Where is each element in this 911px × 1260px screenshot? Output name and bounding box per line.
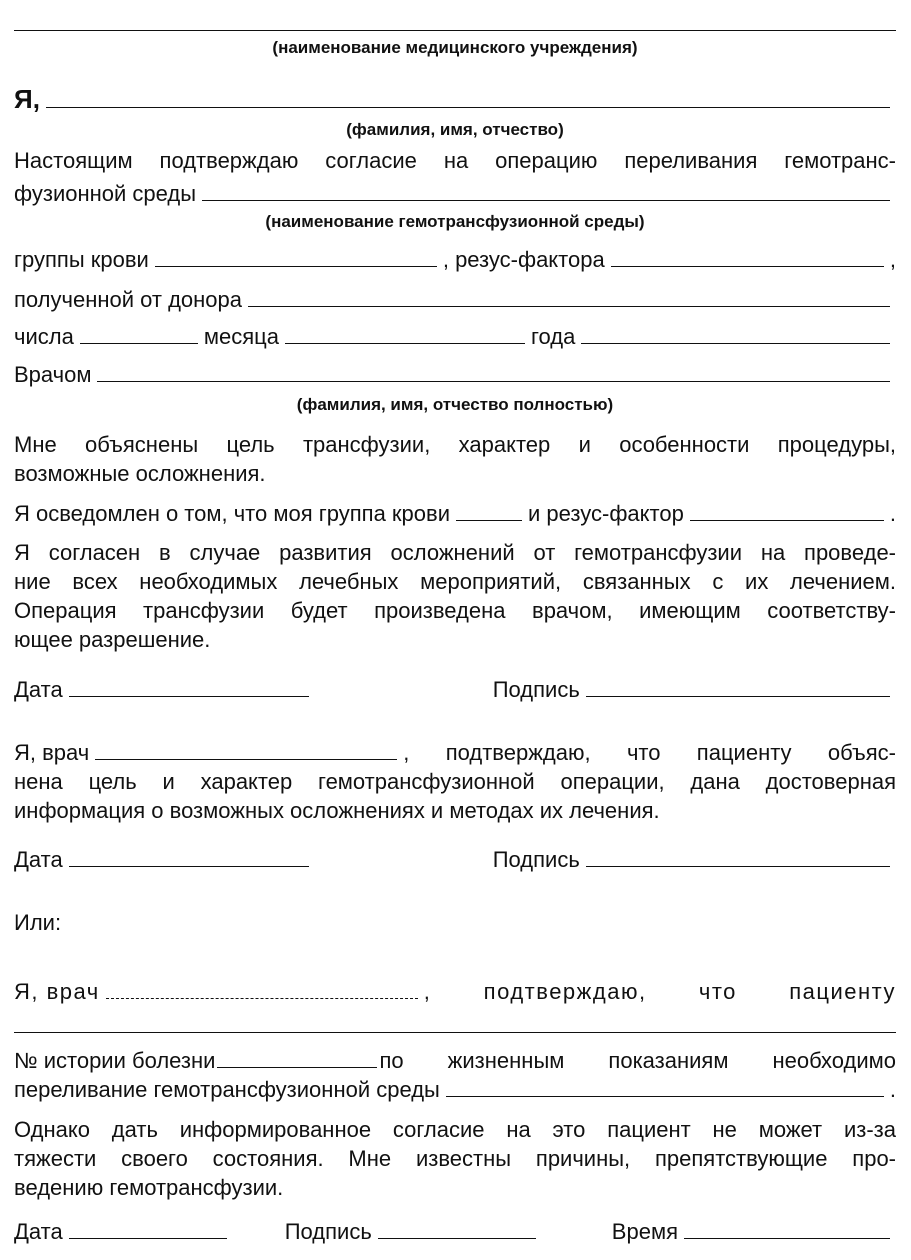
signature-label-3: Подпись (284, 1219, 372, 1244)
doctor2-text-a: Я, врач (14, 979, 100, 1004)
history-text-a: № истории болезни (14, 1048, 216, 1073)
history-text-b: по жизненным показаниям необходимо (379, 1048, 896, 1073)
agree-line-4: ющее разрешение. (14, 627, 211, 652)
explained-line-1: Мне объяснены цель трансфузии, характер и особенности процедуры, (14, 432, 896, 457)
final-signature-row (14, 1218, 896, 1245)
rhesus-label: , резус-фактора (442, 247, 605, 272)
consent-line-2 (14, 180, 896, 207)
month-label: месяца (203, 324, 279, 349)
by-doctor-label: Врачом (14, 362, 92, 387)
agree-line-3: Операция трансфузии будет произведена врачом, имеющим соответству- (14, 598, 896, 623)
patient-name-field[interactable] (46, 87, 890, 108)
agree-line-2: ние всех необходимых лечебных мероприятий, связанных с их лечением. (14, 569, 896, 594)
fio-caption: (фамилия, имя, отчество) (346, 120, 564, 139)
patient-date-field[interactable] (69, 676, 309, 697)
blood-group-label: группы крови (14, 247, 149, 272)
patient-signature-field[interactable] (586, 676, 890, 697)
transfusion-medium-field[interactable] (446, 1076, 884, 1097)
doctor-text-b: , подтверждаю, что пациенту объяс- (403, 740, 896, 765)
unable-line-3: ведению гемотрансфузии. (14, 1175, 284, 1200)
doctor2-name-field[interactable] (106, 978, 418, 999)
doctor-text-a: Я, врач (14, 740, 90, 765)
institution-caption: (наименование медицинского учреждения) (272, 38, 638, 57)
informed-text-b: и резус-фактор (528, 501, 684, 526)
patient-line[interactable] (14, 1032, 896, 1033)
history-line (14, 1046, 896, 1075)
time-field[interactable] (684, 1218, 890, 1239)
transfusion-line (14, 1075, 896, 1104)
agree-paragraph (14, 538, 896, 654)
year-field[interactable] (581, 323, 890, 344)
my-rhesus-field[interactable] (690, 500, 884, 521)
informed-text-a: Я осведомлен о том, что моя группа крови (14, 501, 451, 526)
unable-line-1: Однако дать информированное согласие на это пациент не может из-за (14, 1117, 896, 1142)
transfusion-end: . (889, 1077, 896, 1102)
doctor-paragraph (14, 738, 896, 825)
day-label: числа (14, 324, 74, 349)
informed-row (14, 500, 896, 527)
doctor-field[interactable] (97, 361, 890, 382)
explained-line-2: возможные осложнения. (14, 461, 266, 486)
informed-end: . (889, 501, 896, 526)
unable-paragraph (14, 1115, 896, 1202)
doctor-date-field[interactable] (69, 846, 309, 867)
date-label-2: Дата (14, 847, 63, 872)
blood-group-field[interactable] (155, 246, 437, 267)
history-paragraph (14, 1046, 896, 1104)
final-date-field[interactable] (69, 1218, 227, 1239)
doctor2-row (14, 978, 896, 1005)
medium-caption: (наименование гемотрансфузионной среды) (265, 212, 645, 231)
doctor-signature-row (14, 846, 896, 873)
donor-row (14, 286, 896, 313)
doctor-caption: (фамилия, имя, отчество полностью) (296, 395, 614, 414)
date-row (14, 323, 896, 350)
blood-group-row (14, 246, 896, 273)
history-number-field[interactable] (217, 1047, 377, 1068)
unable-line-2: тяжести своего состояния. Мне известны причины, препятствующие про- (14, 1146, 896, 1171)
agree-line-1: Я согласен в случае развития осложнений от гемотрансфузии на проведе- (14, 540, 896, 565)
day-field[interactable] (80, 323, 198, 344)
donor-label: полученной от донора (14, 287, 243, 312)
doctor-signature-field[interactable] (586, 846, 890, 867)
ya-label: Я, (14, 84, 40, 114)
month-field[interactable] (285, 323, 525, 344)
patient-signature-row (14, 676, 896, 703)
date-label-3: Дата (14, 1219, 63, 1244)
rhesus-field[interactable] (611, 246, 884, 267)
donor-field[interactable] (248, 286, 890, 307)
signature-label: Подпись (492, 677, 580, 702)
signature-label-2: Подпись (492, 847, 580, 872)
doctor-row (14, 361, 896, 388)
consent-line-1: Настоящим подтверждаю согласие на операцию переливания гемотранс- (14, 148, 896, 173)
or-label: Или: (14, 910, 62, 935)
explained-paragraph (14, 430, 896, 488)
date-label: Дата (14, 677, 63, 702)
my-blood-group-field[interactable] (456, 500, 522, 521)
doctor-line-3: информация о возможных осложнениях и методах их лечения. (14, 798, 660, 823)
doctor-line-2: нена цель и характер гемотрансфузионной операции, дана достоверная (14, 769, 896, 794)
medium-field[interactable] (202, 180, 890, 201)
time-label: Время (611, 1219, 678, 1244)
consent-line-2-text: фузионной среды (14, 181, 197, 206)
rhesus-comma: , (889, 247, 896, 272)
patient-name-row (14, 86, 896, 112)
final-signature-field[interactable] (378, 1218, 536, 1239)
doctor-name-field[interactable] (95, 739, 397, 760)
doctor2-text-b: , подтверждаю, что пациенту (423, 979, 896, 1004)
transfusion-text-a: переливание гемотрансфузионной среды (14, 1077, 440, 1102)
year-label: года (530, 324, 576, 349)
institution-line[interactable] (14, 30, 896, 31)
doctor-line-1 (14, 738, 896, 767)
